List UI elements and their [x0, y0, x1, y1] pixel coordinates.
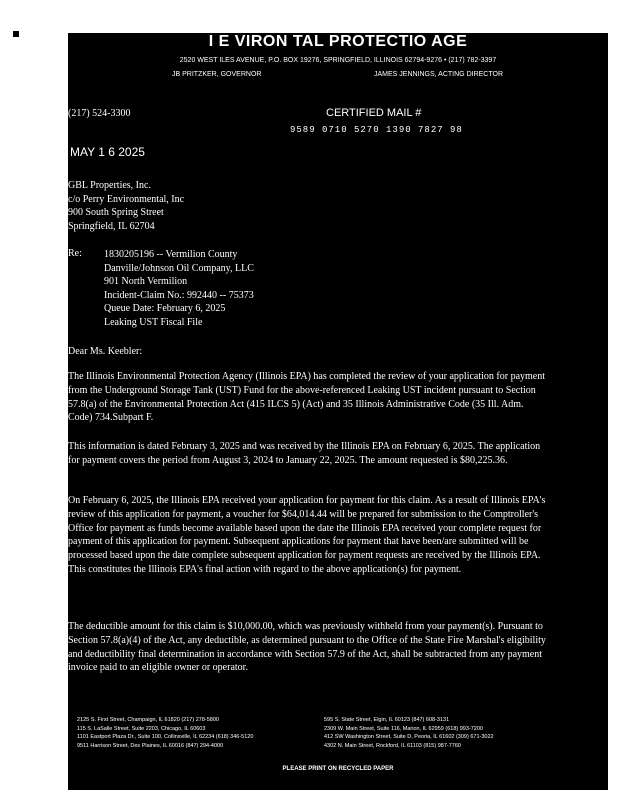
letterhead-governor: JB PRITZKER, GOVERNOR — [172, 71, 262, 78]
re-line: Leaking UST Fiscal File — [104, 316, 203, 328]
re-line: Danville/Johnson Oil Company, LLC — [104, 262, 254, 274]
office-list-left — [77, 716, 253, 750]
office-address: 115 S. LaSalle Street, Suite 2203, Chicago, IL 60603 — [77, 725, 206, 732]
office-address: 595 S. State Street, Elgin, IL 60123 (847) 608-3131 — [324, 717, 450, 723]
recipient-line: Springfield, IL 62704 — [68, 220, 155, 232]
recycled-paper-note: PLEASE PRINT ON RECYCLED PAPER — [282, 766, 394, 772]
recipient-address — [68, 179, 184, 233]
office-address: 1101 Eastport Plaza Dr., Suite 100, Collinsville, IL 62234 (618) 346-5120 — [77, 734, 254, 740]
letterhead-director: JAMES JENNINGS, ACTING DIRECTOR — [374, 71, 503, 78]
scan-corner-mark — [13, 31, 19, 37]
body-paragraph: The deductible amount for this claim is $10,000.00, which was previously withheld from your payment(s). Pursuant to Section 57.8(a)(4) of the Act, any deductible, as determined pursuant to the Office of the State Fire Marshal's eligibility and deductibility final determination in accordance with Section 57.9 of the Act, shall be subtracted from any payment invoice paid to an eligible owner or operator. — [68, 621, 546, 674]
body-paragraph: The Illinois Environmental Protection Agency (Illinois EPA) has completed the review of your application for payment from the Underground Storage Tank (UST) Fund for the above-referenced Leaking UST incident pursuant to Section 57.8(a) of the Environmental Protection Act (415 ILCS 5) (Act) and 35 Illinois Administrative Code (35 Ill. Adm. Code) 734.Subpart F. — [68, 371, 546, 424]
office-address: 9511 Harrison Street, Des Plaines, IL 60016 (847) 294-4000 — [77, 742, 224, 749]
office-list-right — [324, 716, 494, 750]
office-address: 412 SW Washington Street, Suite D, Peoria, IL 61602 (309) 671-3022 — [324, 734, 494, 740]
letterhead-address: 2520 WEST ILES AVENUE, P.O. BOX 19276, SPRINGFIELD, ILLINOIS 62794-9276 • (217) 782-3397 — [179, 57, 497, 64]
phone-number: (217) 524-3300 — [68, 108, 131, 119]
certified-mail-label: CERTIFIED MAIL # — [326, 107, 422, 119]
re-label: Re: — [68, 248, 82, 259]
re-line: 1830205196 -- Vermilion County — [104, 249, 238, 260]
salutation: Dear Ms. Keebler: — [68, 346, 143, 357]
letter-page — [68, 33, 608, 790]
letterhead-title: I E VIRON TAL PROTECTIO AGE — [208, 33, 468, 50]
body-paragraph: This information is dated February 3, 2025 and was received by the Illinois EPA on February 6, 2025. The application for payment covers the period from August 3, 2024 to January 22, 2025. The amount requested is $80,225.36. — [68, 441, 541, 466]
office-address: 2309 W. Main Street, Suite 116, Marion, IL 62959 (618) 993-7200 — [324, 725, 483, 732]
body-paragraph: On February 6, 2025, the Illinois EPA received your application for payment for this claim. As a result of Illinois EPA's review of this application for payment, a voucher for $64,014.44 will be prepared for submission to the Comptroller's Office for payment as funds become available based upon the date the Illinois EPA received your complete request for payment of this application for payment. Subsequent applications for payment that have been/are submitted will be processed based upon the date complete subsequent application for payment requests are received by the Illinois EPA. This constitutes the Illinois EPA's final action with regard to the above application(s) for payment. — [68, 495, 546, 575]
re-line: 901 North Vermilion — [104, 276, 188, 287]
re-line: Incident-Claim No.: 992440 -- 75373 — [104, 289, 254, 301]
office-address: 4302 N. Main Street, Rockford, IL 61103 (815) 987-7760 — [324, 742, 461, 749]
recipient-line: 900 South Spring Street — [68, 207, 164, 218]
tracking-number: 9589 0710 5270 1390 7827 98 — [290, 125, 463, 135]
date-stamp: MAY 1 6 2025 — [70, 145, 145, 159]
re-block — [104, 248, 254, 329]
recipient-line: c/o Perry Environmental, Inc — [68, 193, 185, 205]
re-line: Queue Date: February 6, 2025 — [104, 303, 226, 314]
office-address: 2125 S. First Street, Champaign, IL 61820 (217) 278-5800 — [77, 717, 219, 723]
recipient-line: GBL Properties, Inc. — [68, 180, 151, 191]
